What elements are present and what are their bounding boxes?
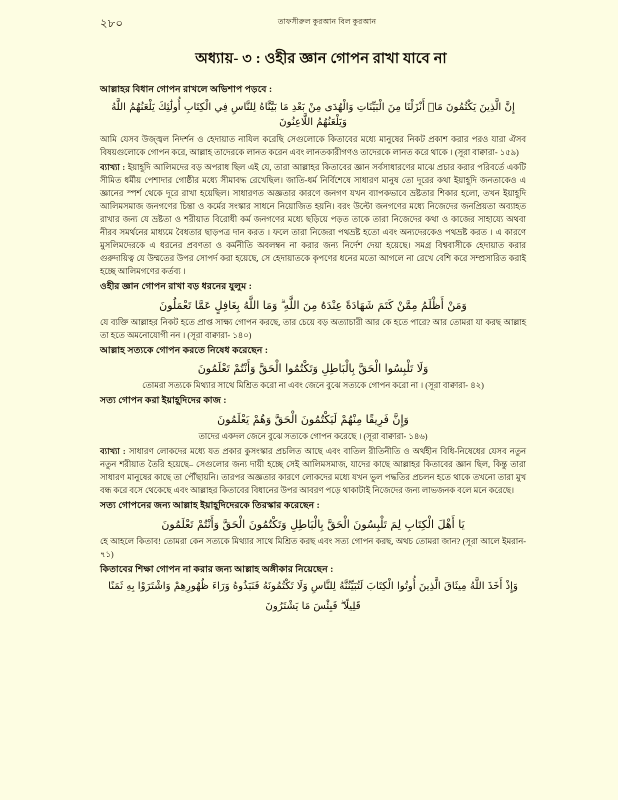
chapter-title: অধ্যায়- ৩ : ওহীর জ্ঞান গোপন রাখা যাবে না bbox=[195, 51, 447, 67]
explanation-body-1: ইয়াহূদি আলিমদের বড় অপরাধ ছিল এই যে, তারা আল্লাহর কিতাবের জ্ঞান সর্বসাধারণের মাঝে প্রচার করার পরিবর্তে একটি সীমিত ধর্মীয় পেশাদার গোষ্ঠীর মধ্যে সীমাবদ্ধ রেখেছিল। জাতি-ধর্ম নির্বিশেষে সাধারণ মানুষ তো দূরের কথা ইয়াহূদি জনতাকেও এ জ্ঞানের স্পর্শ থেকে দূরে রাখা হয়েছিল। সাধারণত অজ্ঞতার কারণে জনগণ যখন ব্যাপকভাবে ভ্রষ্টতার শিকার হলো, তখন ইয়াহূদি আলিমসমাজ জনগণের চিন্তা ও কর্মের সংস্কার সাধনে নিয়োজিত হয়নি। বরং উল্টো জনগণের মধ্যে নিজেদের জনপ্রিয়তা অব্যাহত রাখার জন্য যে ভ্রষ্টতা ও শরীয়াত বিরোধী কর্ম জনগণের মধ্যে ছড়িয়ে পড়ত তাকে তারা নিজেদের কথা ও কাজের সাহায্যে অথবা নীরব সমর্থনের মাধ্যমে বৈধতার ছাড়পত্র দান করত । ফলে তারা নিজেরা পথভ্রষ্ট হতো এবং অন্যদেরকেও পথভ্রষ্ট করত । এ কারণে মুসলিমদেরকে এ ধরনের প্রবণতা ও কর্মনীতি অবলম্বন না করার জন্য নির্দেশ দেয়া হয়েছে। সমগ্র বিশ্ববাসীকে হেদায়াত করার গুরুদায়িত্ব যে উম্মতের উপর সোপর্দ করা হয়েছে, সে হেদায়াতকে কৃপণের ধনের মতো আগলে না রেখে বেশি করে সম্প্রসারিত করাই হচ্ছে আলিমগণের কর্তব্য । bbox=[100, 163, 526, 277]
explanation-1 bbox=[100, 161, 526, 278]
quran-verse-4: وَإِنَّ فَرِيقًا مِنْهُمْ لَيَكْتُمُونَ الْحَقَّ وَهُمْ يَعْلَمُونَ bbox=[217, 412, 409, 426]
section-heading-6: কিতাবের শিক্ষা গোপন না করার জন্য আল্লাহ অঙ্গীকার নিয়েছেন : bbox=[100, 563, 334, 574]
quran-verse-6-line-2: قَلِيلًا ۖ فَبِئْسَ مَا يَشْتَرُونَ bbox=[265, 600, 361, 612]
section-heading-2: ওহীর জ্ঞান গোপন রাখা বড় ধরনের যুলুম : bbox=[100, 281, 252, 292]
quran-verse-1: إِنَّ الَّذِينَ يَكْتُمُونَ مَاۤ أَنْزَلْنَا مِنَ الْبَيِّنَاتِ وَالْهُدَى مِنْ بَعْدِ مَا بَيَّنَّاهُ لِلنَّاسِ فِي الْكِتَابِ أُولَٰئِكَ يَلْعَنُهُمُ اللَّهُ وَيَلْعَنُهُمُ اللَّاعِنُونَ bbox=[111, 101, 515, 129]
explanation-label-1: ব্যাখ্যা : bbox=[100, 163, 126, 173]
verse-translation-5: হে আহলে কিতাব! তোমরা কেন সত্যকে মিথ্যার সাথে মিশ্রিত করছ এবং সত্য গোপন করছ, অথচ তোমরা জান? (সূরা আলে ইমরান- ৭১) bbox=[100, 536, 526, 559]
verse-translation-2: যে ব্যক্তি আল্লাহর নিকট হতে প্রাপ্ত সাক্ষ্য গোপন করছে, তার চেয়ে বড় অত্যাচারী আর কে হতে পারে? আর তোমরা যা করছ আল্লাহ তা হতে অমনোযোগী নন । (সূরা বাক্বারা- ১৪০) bbox=[100, 317, 526, 340]
explanation-body-4: সাধারণ লোকদের মধ্যে যত প্রকার কুসংস্কার প্রচলিত আছে এবং বাতিল রীতিনীতি ও অর্থহীন বিধি-নিষেধের যেসব নতুন নতুন শরীয়াত তৈরি হয়েছে– সেগুলোর জন্য দায়ী হচ্ছে সেই আলিমসমাজ, যাদের কাছে আল্লাহর কিতাবের জ্ঞান ছিল, কিন্তু তারা সাধারণ মানুষের কাছে তা পৌঁছায়নি। তারপর অজ্ঞতার কারণে লোকদের মধ্যে যখন ভুল পদ্ধতির প্রচলন হতে থাকে তখনো তারা মুখ বন্ধ করে বসে থেকেছে এবং আল্লাহর কিতাবের বিধানের উপর আবরণ পড়ে থাকাটাই নিজেদের জন্য লাভজনক বলে মনে করেছে। bbox=[100, 447, 526, 496]
quran-verse-2: وَمَنْ أَظْلَمُ مِمَّنْ كَتَمَ شَهَادَةً عِنْدَهُ مِنَ اللَّهِ ۗ وَمَا اللَّهُ بِغَافِلٍ عَمَّا تَعْمَلُونَ bbox=[159, 298, 467, 312]
explanation-label-4: ব্যাখ্যা : bbox=[100, 447, 126, 456]
quran-verse-3: وَلَا تَلْبِسُوا الْحَقَّ بِالْبَاطِلِ وَتَكْتُمُوا الْحَقَّ وَأَنْتُمْ تَعْلَمُونَ bbox=[197, 362, 429, 376]
page-number: ২৮০ bbox=[100, 18, 124, 30]
quran-verse-5: يَا أَهْلَ الْكِتَابِ لِمَ تَلْبِسُونَ الْحَقَّ بِالْبَاطِلِ وَتَكْتُمُونَ الْحَقَّ وَأَنْتُمْ تَعْلَمُونَ bbox=[161, 517, 465, 531]
verse-translation-3: তোমরা সত্যকে মিথ্যার সাথে মিশ্রিত করো না এবং জেনে বুঝে সত্যকে গোপন করো না । (সূরা বাক্বারা- ৪২) bbox=[142, 381, 484, 391]
explanation-4 bbox=[100, 445, 526, 497]
section-heading-5: সত্য গোপনের জন্য আল্লাহ ইয়াহূদিদেরকে তিরস্কার করেছেন : bbox=[100, 500, 320, 511]
running-head bbox=[100, 14, 526, 34]
quran-verse-6-line-1: وَإِذْ أَخَذَ اللَّهُ مِيثَاقَ الَّذِينَ أُوتُوا الْكِتَابَ لَتُبَيِّنُنَّهُ لِلنَّاسِ وَلَا تَكْتُمُونَهُ فَنَبَذُوهُ وَرَاءَ ظُهُورِهِمْ وَاشْتَرَوْا بِهِ ثَمَنًا bbox=[108, 581, 518, 593]
verse-translation-1: আমি যেসব উজ্জ্বল নিদর্শন ও হেদায়াত নাযিল করেছি সেগুলোকে কিতাবের মধ্যে মানুষের নিকট প্রকাশ করার পরও যারা ঐসব বিষয়গুলোকে গোপন করে, আল্লাহ তাদেরকে লানত করেন এবং লানতকারীগণও তাদেরকে লানত করে থাকে । (সূরা বাক্বারা- ১৫৯) bbox=[100, 135, 526, 158]
section-heading-3: আল্লাহ সত্যকে গোপন করতে নিষেধ করেছেন : bbox=[100, 344, 269, 355]
section-heading-4: সত্য গোপন করা ইয়াহূদিদের কাজ : bbox=[100, 395, 227, 406]
running-head-title: তাফসীরুল কুরআন বিল কুরআন bbox=[277, 17, 377, 26]
verse-translation-4: তাদের একদল জেনে বুঝে সত্যকে গোপন করেছে । (সূরা বাক্বারা- ১৪৬) bbox=[198, 431, 428, 441]
section-heading-1: আল্লাহর বিধান গোপন রাখলে অভিশাপ পড়বে : bbox=[100, 84, 273, 94]
